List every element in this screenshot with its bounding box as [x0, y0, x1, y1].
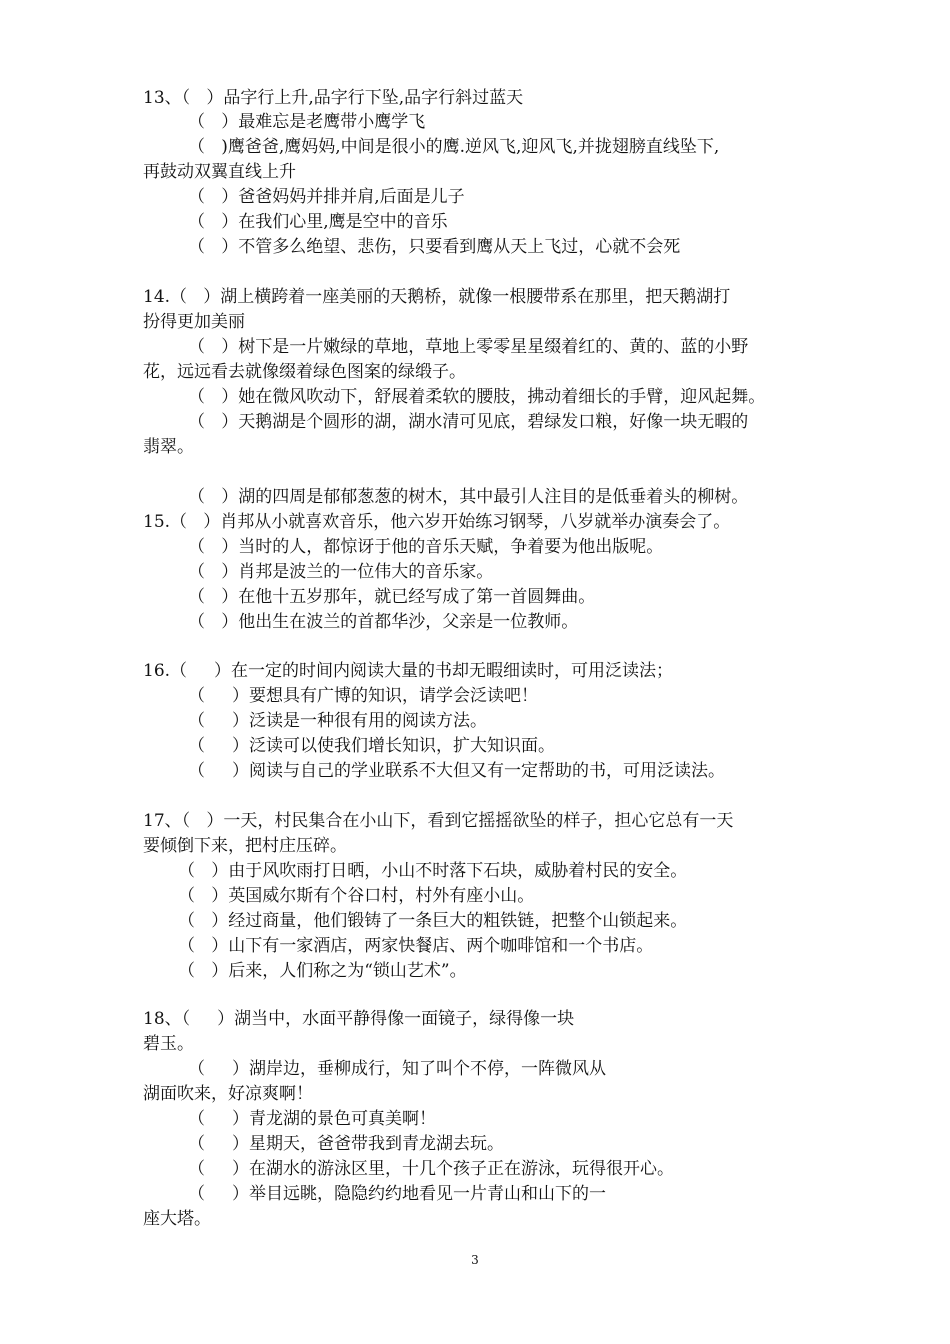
q18-line-1: 18、（ ）湖当中，水面平静得像一面镜子，绿得像一块	[143, 1009, 575, 1029]
q17-line-1: 17、（ ）一天，村民集合在小山下，看到它摇摇欲坠的样子，担心它总有一天	[143, 811, 734, 831]
q18-line-9: 座大塔。	[143, 1209, 211, 1229]
q17-line-2: 要倾倒下来，把村庄压碎。	[143, 836, 347, 856]
q18-line-7: （ ）在湖水的游泳区里，十几个孩子正在游泳，玩得很开心。	[188, 1159, 675, 1179]
q17-line-6: （ ）山下有一家酒店，两家快餐店、两个咖啡馆和一个书店。	[178, 936, 654, 956]
q14-line-6: （ ）天鹅湖是个圆形的湖，湖水清可见底，碧绿发口粮，好像一块无暇的	[188, 412, 749, 432]
q13-line-1: 13、（ ）品字行上升,品字行下坠,品字行斜过蓝天	[143, 88, 524, 108]
q16-line-5: （ ）阅读与自己的学业联系不大但又有一定帮助的书，可用泛读法。	[188, 761, 726, 781]
q18-line-8: （ ）举目远眺，隐隐约约地看见一片青山和山下的一	[188, 1184, 607, 1204]
q14-line-8: （ ）湖的四周是郁郁葱葱的树木，其中最引人注目的是低垂着头的柳树。	[188, 487, 749, 507]
q18-line-3: （ ）湖岸边，垂柳成行，知了叫个不停，一阵微风从	[188, 1059, 607, 1079]
q15-line-4: （ ）在他十五岁那年，就已经写成了第一首圆舞曲。	[188, 587, 596, 607]
q13-line-4: 再鼓动双翼直线上升	[143, 162, 296, 182]
q15-line-2: （ ）当时的人，都惊讶于他的音乐天赋，争着要为他出版呢。	[188, 537, 664, 557]
q14-line-2: 扮得更加美丽	[143, 312, 245, 332]
q13-line-3: （ )鹰爸爸,鹰妈妈,中间是很小的鹰.逆风飞,迎风飞,并拢翅膀直线坠下,	[188, 137, 720, 157]
q13-line-6: （ ）在我们心里,鹰是空中的音乐	[188, 212, 448, 232]
q17-line-7: （ ）后来，人们称之为“锁山艺术”。	[178, 961, 467, 981]
q18-line-6: （ ）星期天，爸爸带我到青龙湖去玩。	[188, 1134, 505, 1154]
q18-line-2: 碧玉。	[143, 1034, 194, 1054]
q17-line-3: （ ）由于风吹雨打日晒，小山不时落下石块，威胁着村民的安全。	[178, 861, 688, 881]
q15-line-1: 15.（ ）肖邦从小就喜欢音乐，他六岁开始练习钢琴，八岁就举办演奏会了。	[143, 512, 731, 532]
q14-line-1: 14.（ ）湖上横跨着一座美丽的天鹅桥，就像一根腰带系在那里，把天鹅湖打	[143, 287, 731, 307]
q16-line-3: （ ）泛读是一种很有用的阅读方法。	[188, 711, 488, 731]
q13-line-2: （ ）最难忘是老鹰带小鹰学飞	[188, 112, 426, 132]
q15-line-3: （ ）肖邦是波兰的一位伟大的音乐家。	[188, 562, 494, 582]
q13-line-7: （ ）不管多么绝望、悲伤，只要看到鹰从天上飞过，心就不会死	[188, 237, 681, 257]
q17-line-4: （ ）英国威尔斯有个谷口村，村外有座小山。	[178, 886, 535, 906]
q16-line-1: 16.（ ）在一定的时间内阅读大量的书却无暇细读时，可用泛读法；	[143, 661, 674, 681]
q13-line-5: （ ）爸爸妈妈并排并肩,后面是儿子	[188, 187, 465, 207]
q14-line-5: （ ）她在微风吹动下，舒展着柔软的腰肢，拂动着细长的手臂，迎风起舞。	[188, 387, 766, 407]
q18-line-4: 湖面吹来，好凉爽啊！	[143, 1084, 313, 1104]
q17-line-5: （ ）经过商量，他们锻铸了一条巨大的粗铁链，把整个山锁起来。	[178, 911, 688, 931]
q14-line-4: 花，远远看去就像缀着绿色图案的绿缎子。	[143, 362, 466, 382]
q14-line-3: （ ）树下是一片嫩绿的草地，草地上零零星星缀着红的、黄的、蓝的小野	[188, 337, 749, 357]
q18-line-5: （ ）青龙湖的景色可真美啊！	[188, 1109, 437, 1129]
q16-line-4: （ ）泛读可以使我们增长知识，扩大知识面。	[188, 736, 556, 756]
q16-line-2: （ ）要想具有广博的知识，请学会泛读吧！	[188, 686, 539, 706]
q14-line-7: 翡翠。	[143, 437, 194, 457]
page-number: 3	[471, 1253, 479, 1267]
q15-line-5: （ ）他出生在波兰的首都华沙，父亲是一位教师。	[188, 612, 579, 632]
